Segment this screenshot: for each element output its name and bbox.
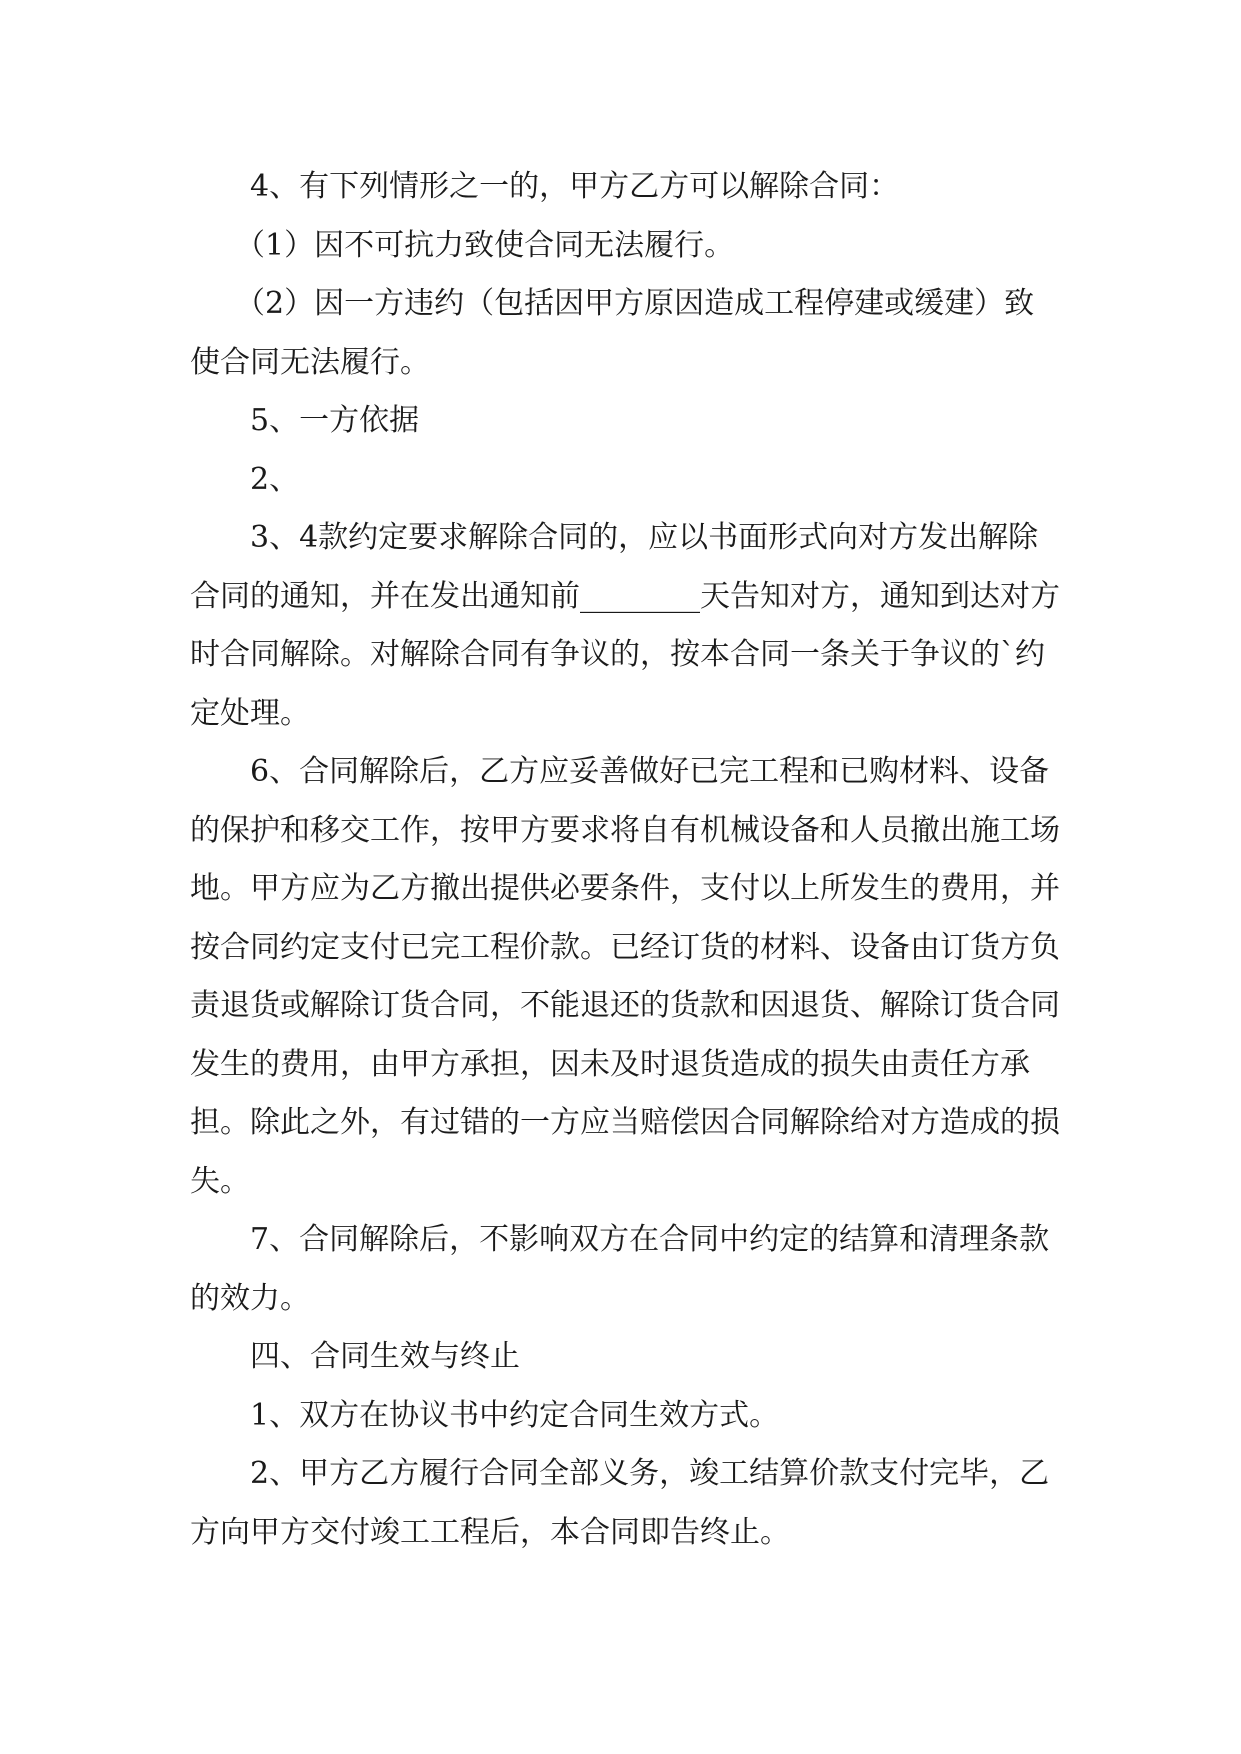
document-body	[190, 158, 1062, 1562]
clause-4-item-2: （2）因一方违约（包括因甲方原因造成工程停建或缓建）致使合同无法履行。	[190, 286, 1035, 380]
clause-5-body: 3、4款约定要求解除合同的，应以书面形式向对方发出解除合同的通知，并在发出通知前________天告知对方，通知到达对方时合同解除。对解除合同有争议的，按本合同一条关于争议的`约定处理。	[190, 520, 1060, 731]
clause-7: 7、合同解除后，不影响双方在合同中约定的结算和清理条款的效力。	[190, 1222, 1050, 1316]
clause-6: 6、合同解除后，乙方应妥善做好已完工程和已购材料、设备的保护和移交工作，按甲方要求将自有机械设备和人员撤出施工场地。甲方应为乙方撤出提供必要条件，支付以上所发生的费用，并按合同约定支付已完工程价款。已经订货的材料、设备由订货方负责退货或解除订货合同，不能退还的货款和因退货、解除订货合同发生的费用，由甲方承担，因未及时退货造成的损失由责任方承担。除此之外，有过错的一方应当赔偿因合同解除给对方造成的损失。	[190, 754, 1060, 1199]
clause-4-item-1: （1）因不可抗力致使合同无法履行。	[235, 227, 735, 263]
section-4-clause-1: 1、双方在协议书中约定合同生效方式。	[250, 1397, 780, 1433]
section-4-heading: 四、合同生效与终止	[250, 1339, 520, 1374]
clause-4-termination-conditions: 4、有下列情形之一的，甲方乙方可以解除合同：	[250, 169, 900, 204]
section-4-clause-2: 2、甲方乙方履行合同全部义务，竣工结算价款支付完毕，乙方向甲方交付竣工工程后，本合同即告终止。	[190, 1456, 1050, 1550]
clause-5-heading: 5、一方依据	[250, 403, 420, 438]
clause-5-fragment: 2、	[250, 461, 300, 497]
